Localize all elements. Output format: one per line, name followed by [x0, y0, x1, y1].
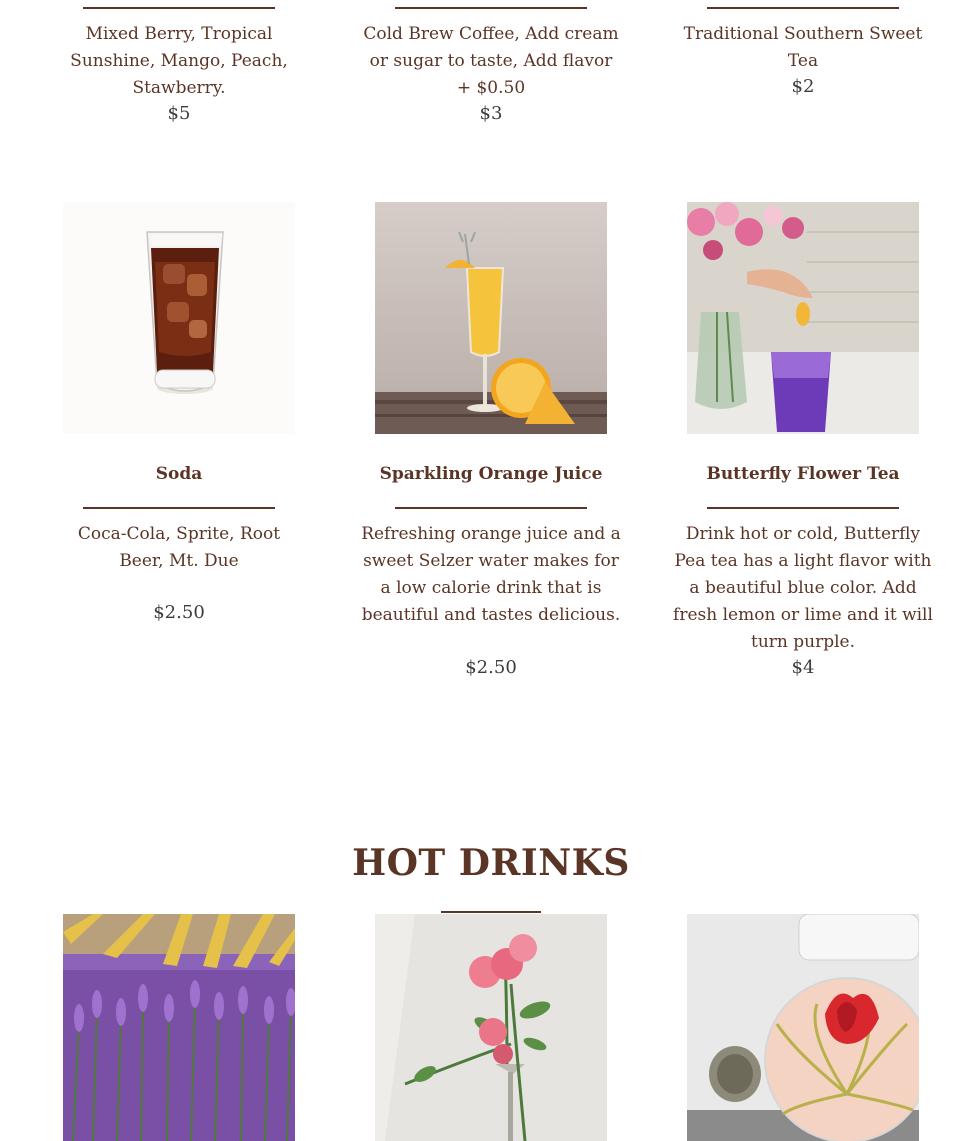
divider [395, 507, 587, 509]
item-price: $3 [479, 103, 503, 124]
item-price: $2.50 [465, 657, 517, 678]
divider [707, 7, 899, 9]
item-description: Refreshing orange juice and a sweet Selzer water makes for a low calorie drink that is beautiful and tastes delicious. [361, 524, 621, 625]
item-description: Coca-Cola, Sprite, Root Beer, Mt. Due [77, 524, 281, 571]
orange-juice-image [375, 202, 607, 434]
divider [83, 7, 275, 9]
item-title: Butterfly Flower Tea [706, 464, 900, 484]
section-divider [441, 911, 541, 913]
divider [83, 507, 275, 509]
blooming-tea-image [687, 914, 919, 1141]
item-title: Sparkling Orange Juice [379, 464, 603, 484]
item-description: Mixed Berry, Tropical Sunshine, Mango, Peach, Stawberry. [70, 24, 288, 98]
divider [707, 507, 899, 509]
divider [395, 7, 587, 9]
item-price: $4 [791, 657, 815, 678]
item-price: $2.50 [153, 602, 205, 623]
section-title: HOT DRINKS [352, 842, 630, 884]
item-description: Cold Brew Coffee, Add cream or sugar to taste, Add flavor + $0.50 [363, 24, 619, 98]
butterfly-tea-image [687, 202, 919, 434]
pink-flowers-image [375, 914, 607, 1141]
lavender-field-image [63, 914, 295, 1141]
item-price: $5 [167, 103, 191, 124]
item-price: $2 [791, 76, 815, 97]
item-description: Traditional Southern Sweet Tea [683, 24, 923, 71]
item-description: Drink hot or cold, Butterfly Pea tea has a light flavor with a beautiful blue color. Add fresh lemon or lime and it will turn purple. [673, 524, 933, 652]
item-title: Soda [155, 464, 203, 484]
soda-glass-image [63, 202, 295, 434]
